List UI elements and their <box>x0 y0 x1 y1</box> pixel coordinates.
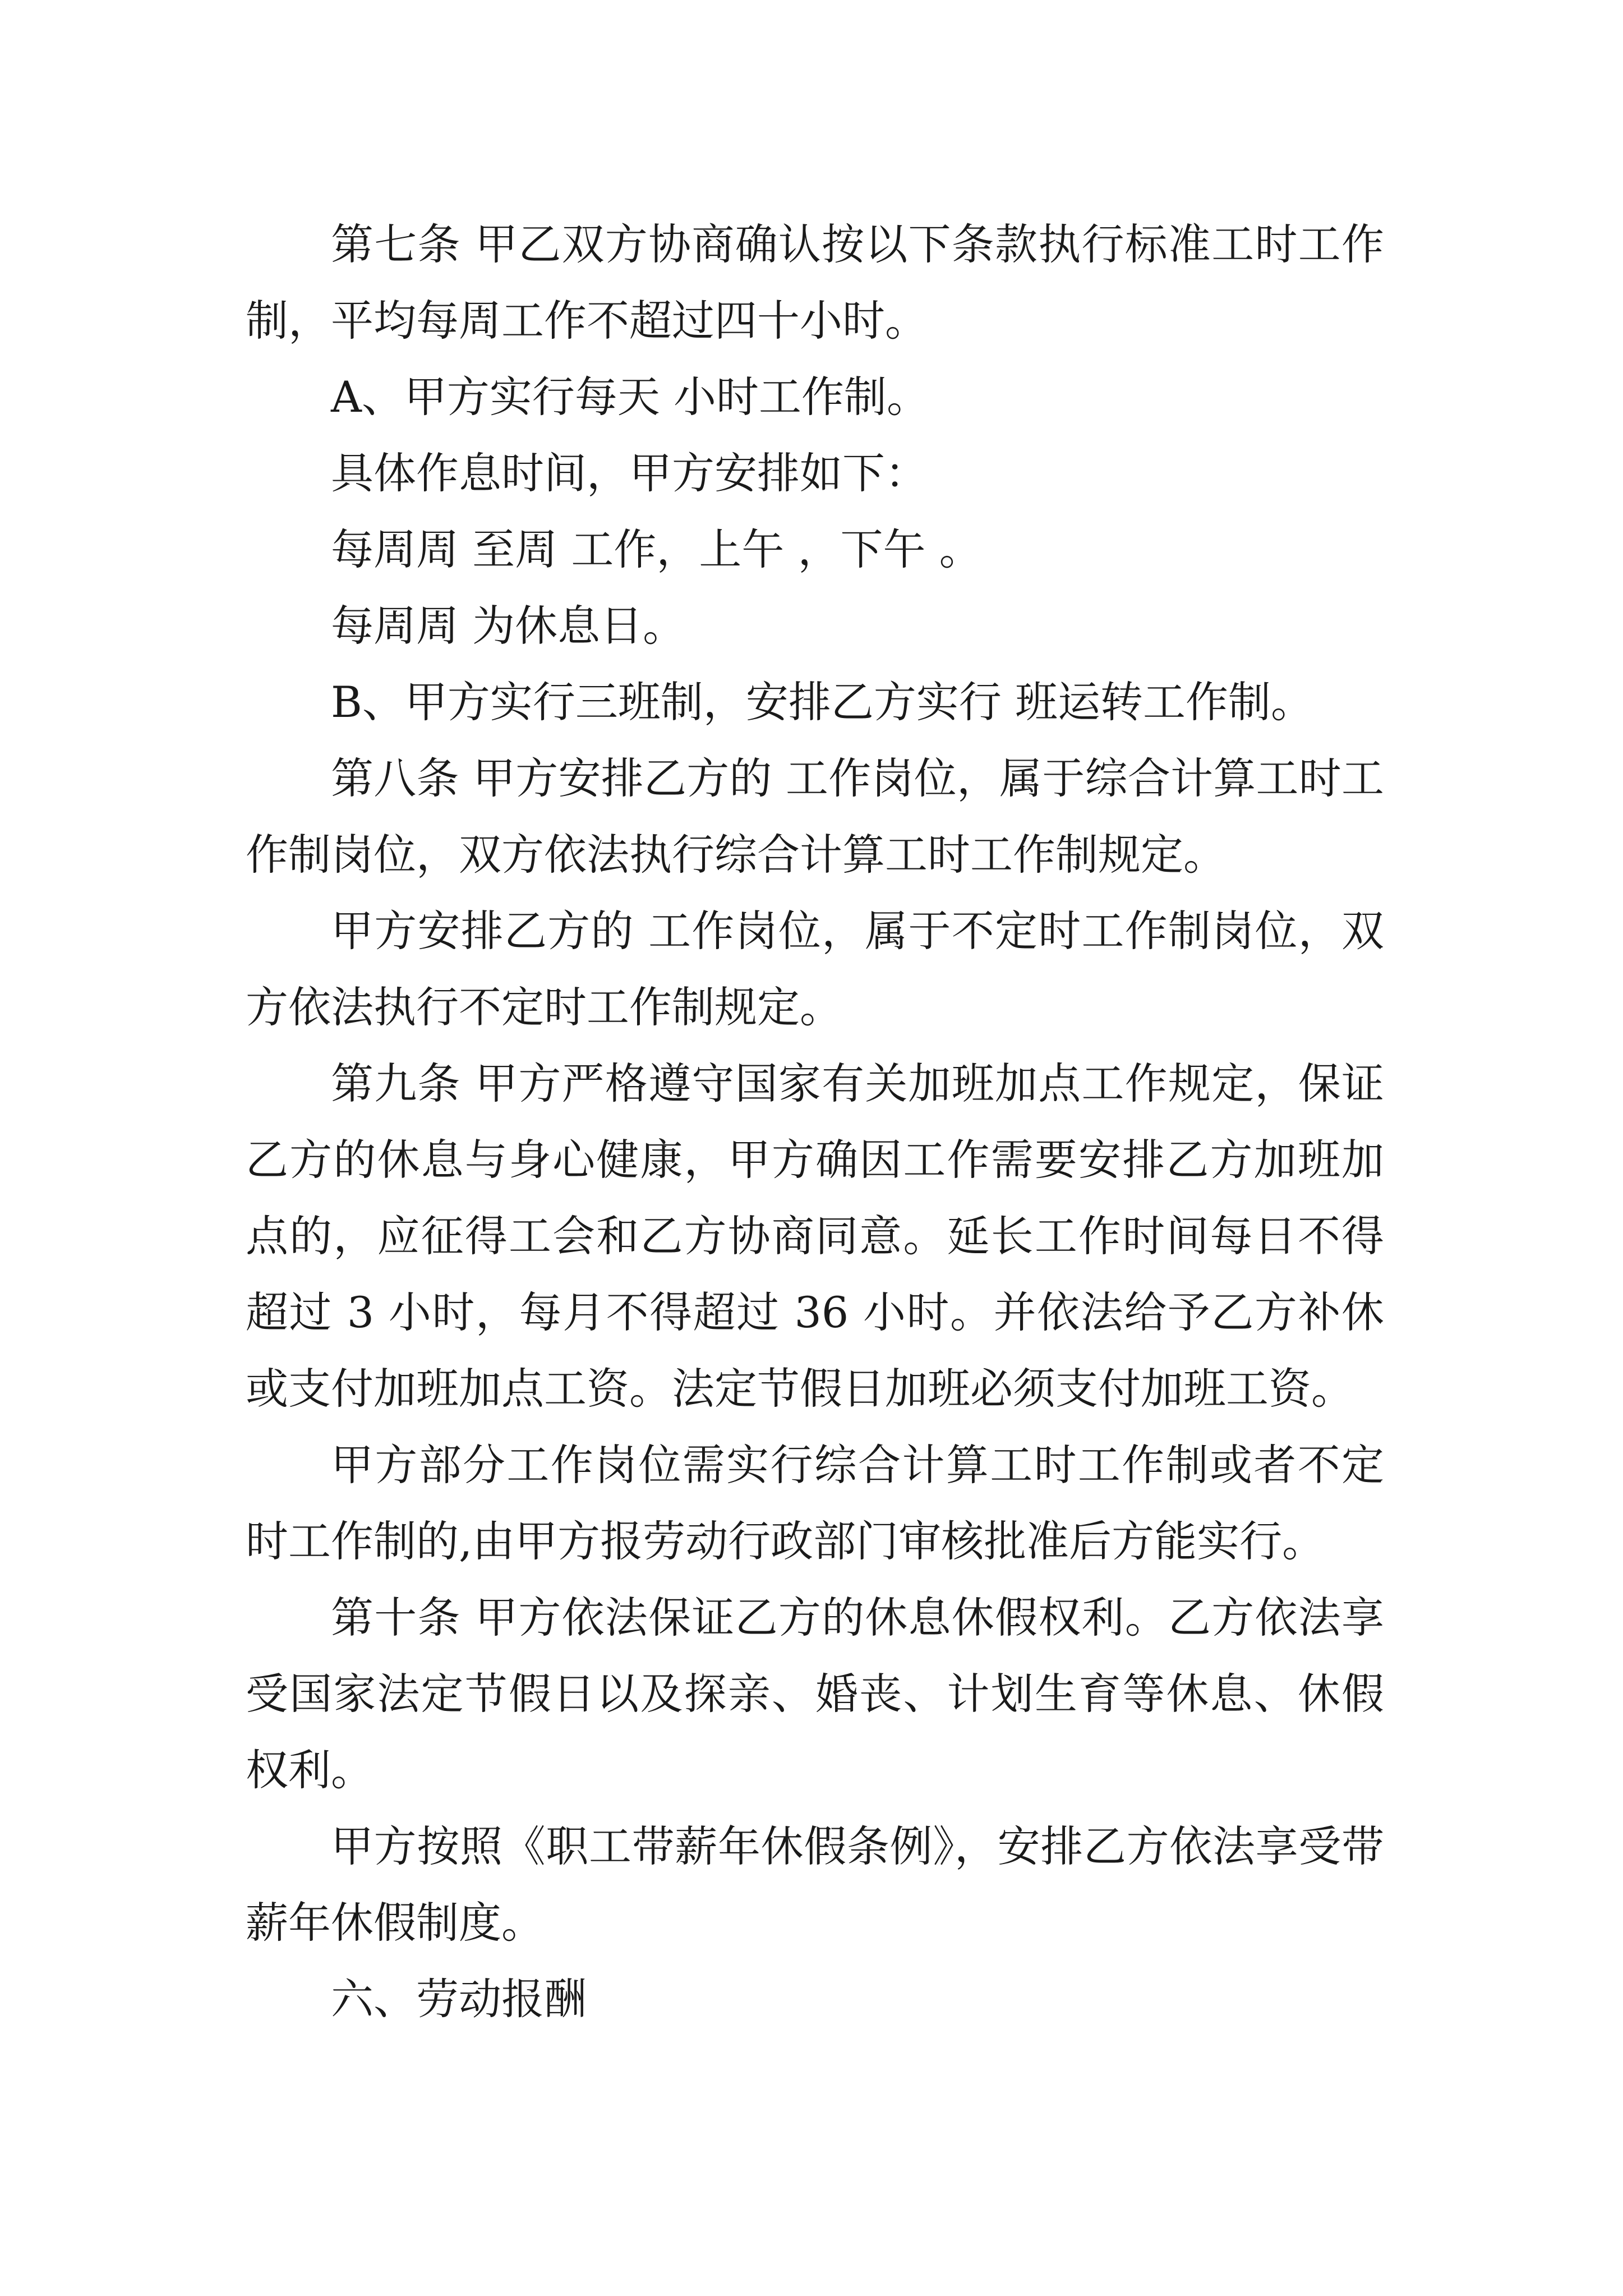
paragraph-article-9: 第九条 甲方严格遵守国家有关加班加点工作规定，保证乙方的休息与身心健康，甲方确因工作需要安排乙方加班加点的，应征得工会和乙方协商同意。延长工作时间每日不得超过 3 小时，每月不得超过 36 小时。并依法给予乙方补休或支付加班加点工资。法定节假日加班必须支付加班工资。 <box>246 1059 1384 1414</box>
paragraph-article-10: 第十条 甲方依法保证乙方的休息休假权利。乙方依法享受国家法定节假日以及探亲、婚丧、计划生育等休息、休假权利。 <box>246 1593 1384 1795</box>
paragraph-rest-day: 每周周 为休息日。 <box>331 601 686 651</box>
paragraph-article-9-approval: 甲方部分工作岗位需实行综合计算工时工作制或者不定时工作制的,由甲方报劳动行政部门审核批准后方能实行。 <box>246 1440 1384 1566</box>
paragraph-article-8: 第八条 甲方安排乙方的 工作岗位，属于综合计算工时工作制岗位，双方依法执行综合计算工时工作制规定。 <box>246 753 1384 880</box>
document-body <box>246 206 1384 2037</box>
paragraph-option-b: B、甲方实行三班制，安排乙方实行 班运转工作制。 <box>331 677 1314 727</box>
paragraph-schedule-intro: 具体作息时间，甲方安排如下： <box>331 448 928 498</box>
section-heading-compensation: 六、劳动报酬 <box>331 1974 587 2024</box>
paragraph-option-a: A、甲方实行每天 小时工作制。 <box>331 372 930 422</box>
paragraph-weekly-hours: 每周周 至周 工作，上午 ，下午 。 <box>331 524 982 574</box>
paragraph-article-7: 第七条 甲乙双方协商确认按以下条款执行标准工时工作制，平均每周工作不超过四十小时。 <box>246 219 1384 346</box>
paragraph-annual-leave: 甲方按照《职工带薪年休假条例》，安排乙方依法享受带薪年休假制度。 <box>246 1821 1384 1948</box>
paragraph-article-8-flexible: 甲方安排乙方的 工作岗位，属于不定时工作制岗位，双方依法执行不定时工作制规定。 <box>246 906 1384 1032</box>
